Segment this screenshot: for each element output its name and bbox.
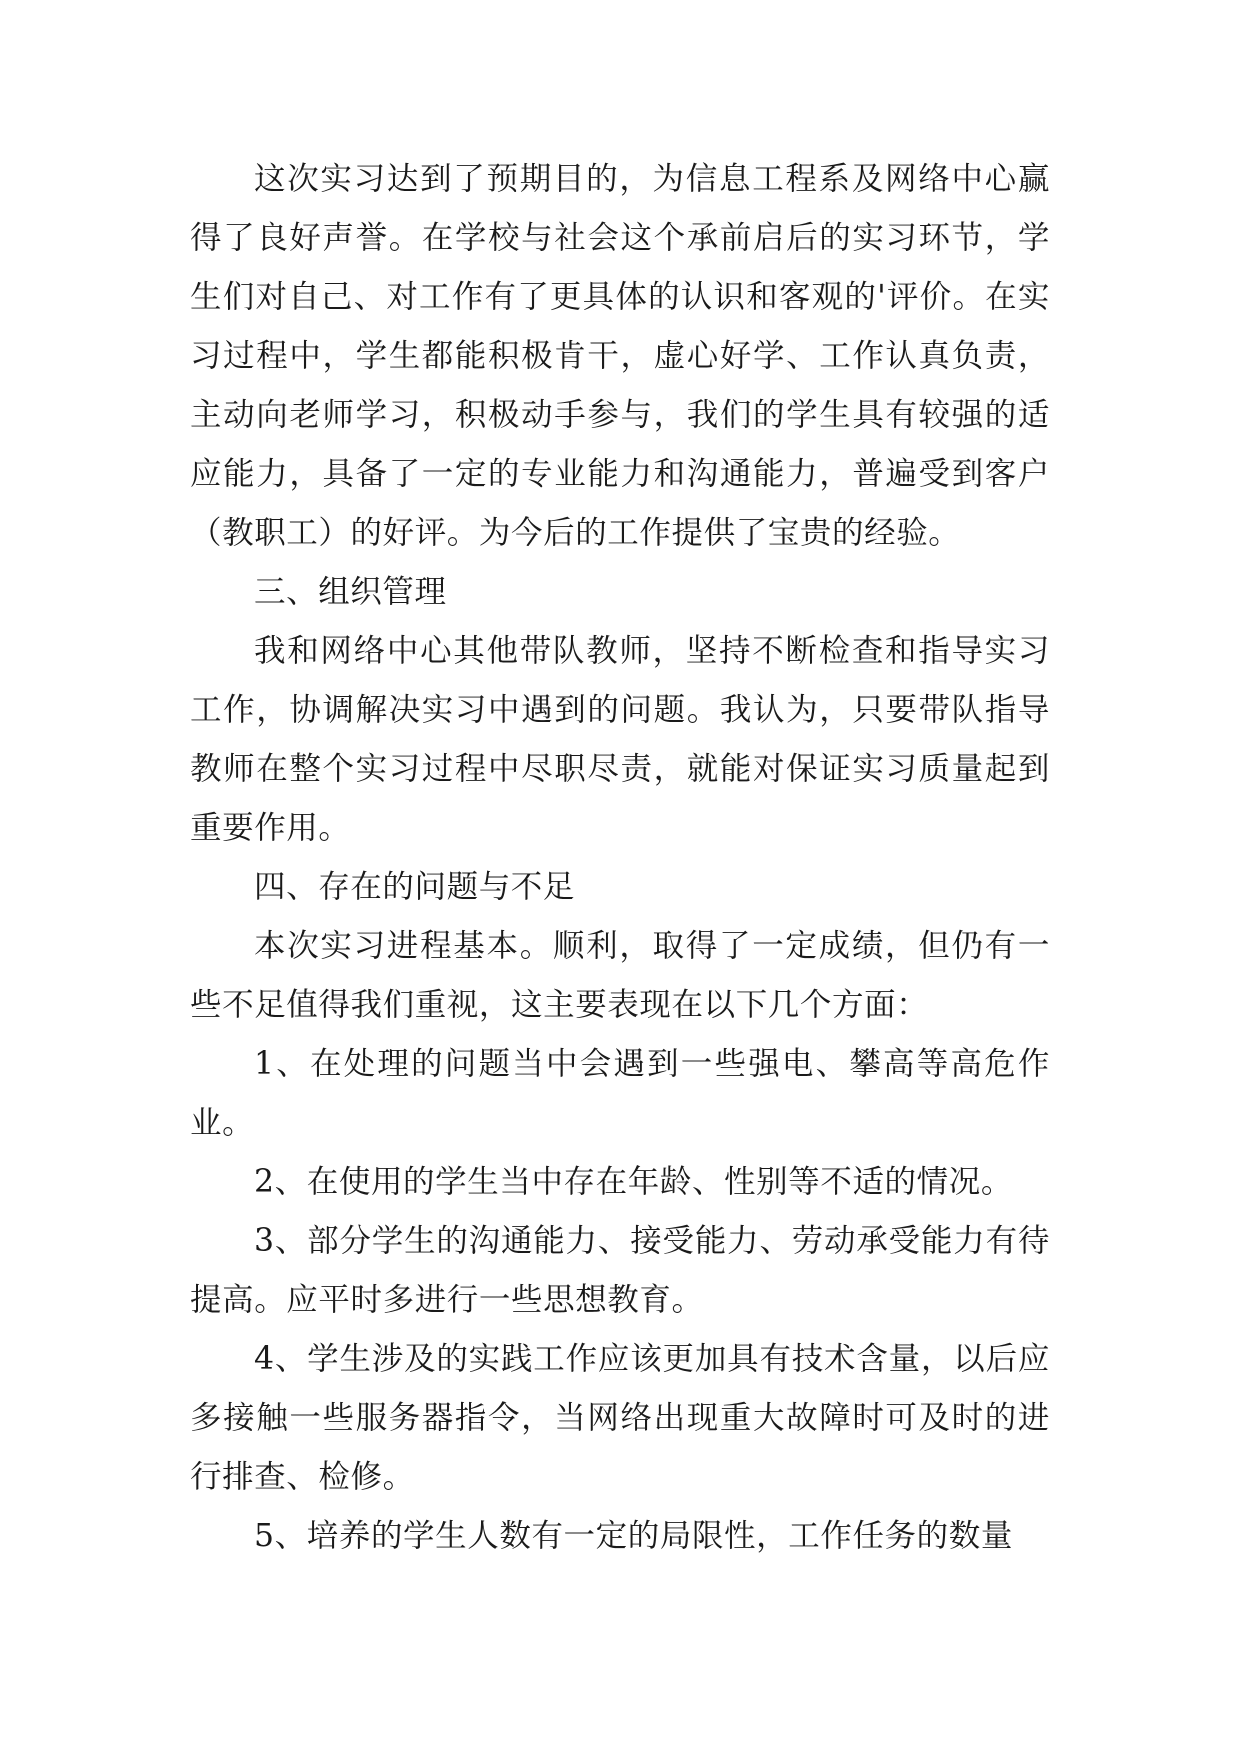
list-item-2: 2、在使用的学生当中存在年龄、性别等不适的情况。 [254, 1164, 1013, 1200]
paragraph-problems-intro: 本次实习进程基本。顺利，取得了一定成绩，但仍有一些不足值得我们重视，这主要表现在以下几个方面： [190, 928, 1050, 1023]
heading-problems-shortcomings: 四、存在的问题与不足 [254, 869, 576, 905]
document-body [190, 150, 1050, 1566]
list-item-4: 4、学生涉及的实践工作应该更加具有技术含量，以后应多接触一些服务器指令，当网络出现重大故障时可及时的进行排查、检修。 [190, 1341, 1050, 1495]
heading-organization-management: 三、组织管理 [254, 574, 447, 610]
paragraph-internship-results: 这次实习达到了预期目的，为信息工程系及网络中心赢得了良好声誉。在学校与社会这个承前启后的实习环节，学生们对自己、对工作有了更具体的认识和客观的'评价。在实习过程中，学生都能积极肯干，虚心好学、工作认真负责，主动向老师学习，积极动手参与，我们的学生具有较强的适应能力，具备了一定的专业能力和沟通能力，普遍受到客户（教职工）的好评。为今后的工作提供了宝贵的经验。 [190, 161, 1050, 551]
list-item-3: 3、部分学生的沟通能力、接受能力、劳动承受能力有待提高。应平时多进行一些思想教育。 [190, 1223, 1050, 1318]
list-item-1: 1、在处理的问题当中会遇到一些强电、攀高等高危作业。 [190, 1046, 1050, 1141]
list-item-5: 5、培养的学生人数有一定的局限性，工作任务的数量 [254, 1518, 1013, 1554]
paragraph-organization-management: 我和网络中心其他带队教师，坚持不断检查和指导实习工作，协调解决实习中遇到的问题。我认为，只要带队指导教师在整个实习过程中尽职尽责，就能对保证实习质量起到重要作用。 [190, 633, 1050, 846]
